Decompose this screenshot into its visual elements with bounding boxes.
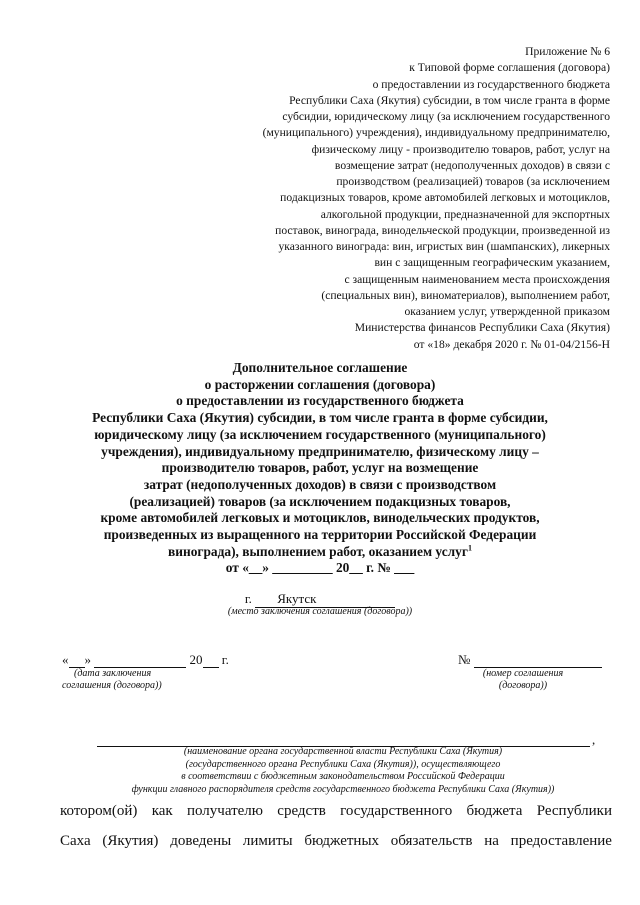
title-line: юридическому лицу (за исключением государственного (муниципального) bbox=[94, 426, 546, 442]
title-line: о расторжении соглашения (договора) bbox=[204, 376, 436, 392]
date-caption: (дата заключения соглашения (договора)) bbox=[62, 668, 162, 691]
body-word: государственного bbox=[340, 803, 453, 819]
appendix-line: поставок, винограда, винодельческой продукции, произведенной из bbox=[275, 223, 610, 237]
appendix-line: физическому лицу - производителю товаров, работ, услуг на bbox=[311, 142, 610, 156]
appendix-line: о предоставлении из государственного бюджета bbox=[372, 77, 610, 91]
appendix-line: к Типовой форме соглашения (договора) bbox=[409, 61, 610, 75]
appendix-line: вин с защищенным географическим указанием, bbox=[374, 256, 610, 270]
body-word: на bbox=[484, 833, 499, 849]
body-word: бюджетных bbox=[304, 833, 380, 849]
appendix-line: Приложение № 6 bbox=[525, 45, 610, 58]
title-line: затрат (недополученных доходов) в связи с производством bbox=[143, 476, 497, 492]
title-line: о предоставлении из государственного бюджета bbox=[176, 393, 464, 409]
place-caption: (место заключения соглашения (договора)) bbox=[227, 606, 413, 617]
appendix-line: оказанием услуг, утвержденной приказом bbox=[404, 305, 610, 318]
title-line: учреждения), индивидуальному предпринимателю, физическому лицу – bbox=[101, 443, 539, 459]
appendix-line: субсидии, юридическому лицу (за исключением государственного bbox=[282, 110, 610, 123]
appendix-line: с защищенным наименованием места происхождения bbox=[344, 272, 610, 286]
appendix-header bbox=[170, 44, 610, 353]
title-line: Дополнительное соглашение bbox=[232, 360, 408, 375]
body-word: лимиты bbox=[242, 833, 293, 849]
agreement-date: « » 20 г. bbox=[62, 652, 229, 667]
body-word: (Якутия) bbox=[102, 833, 159, 849]
body-word: котором(ой) bbox=[60, 803, 138, 819]
appendix-line: (специальных вин), виноматериалов), выполнением работ, bbox=[321, 288, 610, 302]
document-title bbox=[40, 360, 600, 577]
body-word: Республики bbox=[536, 803, 612, 819]
date-day-blank[interactable] bbox=[69, 653, 85, 668]
appendix-line: возмещение затрат (недополученных доходов) в связи с bbox=[334, 158, 610, 172]
body-line-1 bbox=[60, 796, 612, 826]
body-word: доведены bbox=[170, 833, 232, 849]
appendix-line: указанного винограда: вин, игристых вин (шампанских), ликерных bbox=[278, 240, 610, 253]
appendix-line: производством (реализацией) товаров (за исключением bbox=[336, 175, 610, 188]
body-word: получателю bbox=[186, 803, 264, 819]
appendix-line: от «18» декабря 2020 г. № 01-04/2156-Н bbox=[413, 337, 610, 351]
authority-caption: (наименование органа государственной власти Республики Саха (Якутия) (государственного органа Республики Саха (Якутия)), осуществляющего в соответствии с бюджетным законодательством Российской Федерации функции главного распорядителя средств государственного бюджета Республики Саха (Якутия)) bbox=[131, 746, 555, 795]
body-word: как bbox=[151, 803, 173, 819]
number-blank[interactable] bbox=[474, 653, 602, 668]
body-line-2 bbox=[60, 826, 612, 856]
title-last-line: винограда), выполнением работ, оказанием услуг$^1$ bbox=[168, 543, 472, 559]
body-word: Саха bbox=[60, 833, 91, 849]
body-word: обязательств bbox=[390, 833, 473, 849]
appendix-line: подакцизных товаров, кроме автомобилей легковых и мотоциклов, bbox=[280, 191, 610, 205]
date-month-blank[interactable] bbox=[94, 653, 186, 668]
appendix-line: алкогольной продукции, предназначенной для экспортных bbox=[320, 207, 610, 221]
title-line: произведенных из выращенного на территории Российской Федерации bbox=[103, 527, 537, 543]
appendix-line: Республики Саха (Якутия) субсидии, в том числе гранта в форме bbox=[289, 93, 610, 107]
title-date-line: от «__» _________ 20__ г. № ___ bbox=[225, 560, 415, 576]
agreement-number: № bbox=[458, 652, 602, 668]
date-year-blank[interactable] bbox=[203, 653, 219, 668]
title-line: производителю товаров, работ, услуг на возмещение bbox=[161, 460, 479, 476]
body-word: бюджета bbox=[466, 803, 523, 819]
place-city-field[interactable]: Якутск bbox=[255, 591, 395, 608]
body-word: предоставление bbox=[510, 833, 612, 849]
title-line: (реализацией) товаров (за исключением подакцизных товаров, bbox=[129, 493, 511, 509]
appendix-line: (муниципального) учреждения), индивидуальному предпринимателю, bbox=[262, 126, 610, 140]
appendix-line: Министерства финансов Республики Саха (Якутия) bbox=[354, 321, 610, 335]
body-word: средств bbox=[277, 803, 326, 819]
authority-name-field[interactable] bbox=[97, 732, 590, 747]
number-caption: (номер соглашения (договора)) bbox=[482, 668, 564, 691]
title-line: Республики Саха (Якутия) субсидии, в том числе гранта в форме субсидии, bbox=[92, 410, 548, 426]
title-line: кроме автомобилей легковых и мотоциклов, винодельческих продуктов, bbox=[100, 510, 540, 526]
footnote-marker: 1 bbox=[467, 543, 472, 553]
place-prefix: г. bbox=[244, 591, 252, 606]
authority-comma: , bbox=[592, 732, 596, 747]
body-paragraph bbox=[60, 796, 612, 856]
